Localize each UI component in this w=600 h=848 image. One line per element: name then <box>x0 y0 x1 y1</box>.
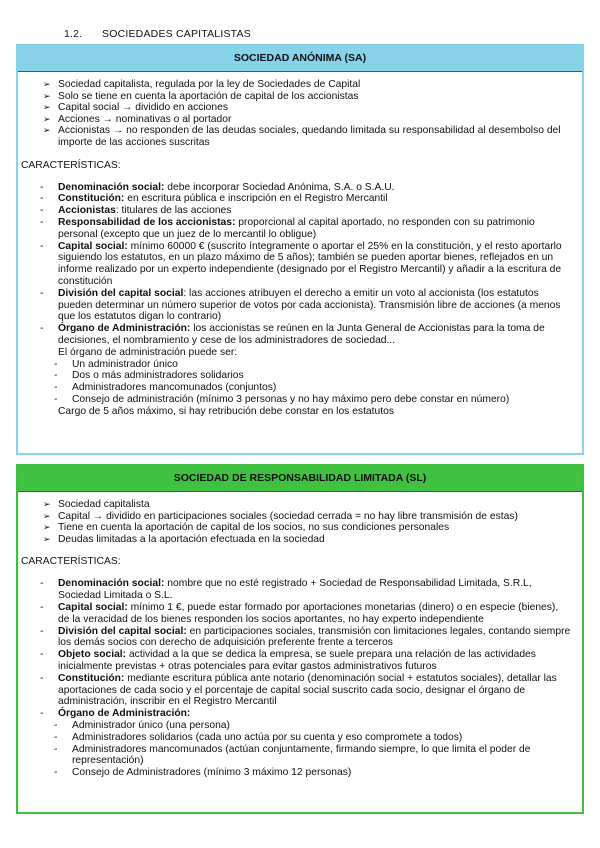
sa-feature: - Denominación social: debe incorporar Sociedad Anónima, S.A. o S.A.U. <box>40 181 395 193</box>
sl-feature: - Objeto social: actividad a la que se dedica la empresa, se suele prepara una relación de las actividades inicialmente previstas + otras potenciales para evitar gastos administrativos futuros <box>40 649 536 672</box>
sa-feature: - Accionistas: titulares de las acciones <box>40 205 232 217</box>
sl-bullet: ➢ Tiene en cuenta la aportación de capital de los socios, no sus condiciones personales <box>43 522 450 534</box>
arrow-bullet-icon: ➢ <box>43 510 51 521</box>
sa-characteristics-label: CARACTERÍSTICAS: <box>21 159 121 171</box>
section-title: SOCIEDADES CAPITALISTAS <box>102 28 251 40</box>
sa-organ-option: - Administradores mancomunados (conjuntos) <box>54 382 277 394</box>
sa-organ-option: - Dos o más administradores solidarios <box>54 370 244 382</box>
sa-organ-option: - Consejo de administración (mínimo 3 personas y no hay máximo pero debe constar en número) <box>54 393 510 405</box>
sl-organ-option: - Administradores solidarios (cada uno actúa por su cuenta y eso compromete a todos) <box>54 731 463 743</box>
sa-bullet: ➢ Acciones → nominativas o al portador <box>43 113 232 125</box>
sl-bullet: ➢ Sociedad capitalista <box>43 499 150 510</box>
sa-bullet: ➢ Accionistas → no responden de las deudas sociales, quedando limitada su responsabilidad al desembolso del importe de las acciones suscritas <box>43 125 561 148</box>
sl-bullet: ➢ Deudas limitadas a la aportación efectuada en la sociedad <box>43 533 325 545</box>
sl-organ-option: - Administrador único (una persona) <box>54 719 230 731</box>
sl-feature: - Órgano de Administración: <box>40 708 191 720</box>
sl-organ-option: - Administradores mancomunados (actúan conjuntamente, firmando siempre, lo que limita el poder de representación) <box>54 743 531 767</box>
arrow-bullet-icon: ➢ <box>43 113 51 124</box>
sa-feature: - Órgano de Administración: los accionistas se reúnen en la Junta General de Accionistas para la toma de decisiones, el nombramiento y cese de los administradores de sociedad... <box>40 323 545 346</box>
sl-feature: - Denominación social: nombre que no esté registrado + Sociedad de Responsabilidad Limitada, S.R.L, Sociedad Limitada o S.L. <box>40 578 532 602</box>
arrow-bullet-icon: ➢ <box>43 90 51 101</box>
arrow-bullet-icon: ➢ <box>43 499 51 509</box>
arrow-bullet-icon: ➢ <box>43 522 51 533</box>
sl-features <box>18 578 582 720</box>
arrow-bullet-icon: ➢ <box>43 79 51 89</box>
sa-title: SOCIEDAD ANÓNIMA (SA) <box>18 46 582 72</box>
sl-bullet: ➢ Capital → dividido en participaciones sociales (sociedad cerrada = no hay libre transmisión de estas) <box>43 510 518 522</box>
sa-feature: - División del capital social: las acciones atribuyen el derecho a emitir un voto al accionista (los estatutos pueden determinar un número superior de votos por cada accionista). Transmisión libre de acciones (a menos que los estatutos digan lo contrario) <box>40 287 561 323</box>
sl-title: SOCIEDAD DE RESPONSABILIDAD LIMITADA (SL) <box>18 466 582 492</box>
sl-organ-option: - Consejo de Administradores (mínimo 3 máximo 12 personas) <box>54 767 352 779</box>
section-heading <box>64 28 251 40</box>
sl-feature: - Constitución: mediante escritura pública ante notario (denominación social + estatutos sociales), detallar las aportaciones de cada socio y el porcentaje de capital social suscrito cada socio, designar el órgano de administración, inscribir en el Registro Mercantil <box>40 672 557 708</box>
sa-organ-options <box>18 359 582 406</box>
sa-organ-intro: El órgano de administración puede ser: <box>58 346 238 358</box>
arrow-bullet-icon: ➢ <box>43 102 51 113</box>
arrow-bullet-icon: ➢ <box>43 533 51 544</box>
sa-bullet: ➢ Capital social → dividido en acciones <box>43 102 228 114</box>
sl-feature: - División del capital social: en participaciones sociales, transmisión con limitaciones legales, contando siempre los demás socios con derecho de adquisición preferente frente a terceros <box>40 625 571 649</box>
sa-feature: - Responsabilidad de los accionistas: proporcional al capital aportado, no responden con su patrimonio personal (excepto que un juez de lo mercantil lo obligue) <box>40 216 535 240</box>
arrow-bullet-icon: ➢ <box>43 125 51 136</box>
sl-feature: - Capital social: mínimo 1 €, puede estar formado por aportaciones monetarias (dinero) o en especie (bienes), de la veracidad de los bienes responden los socios aportantes, no hay experto independiente <box>40 601 559 625</box>
sa-feature: - Constitución: en escritura pública e inscripción en el Registro Mercantil <box>40 193 388 205</box>
sl-organ-options <box>18 720 582 779</box>
sa-features <box>18 182 582 347</box>
sl-box <box>16 464 584 814</box>
section-number: 1.2. <box>64 28 83 40</box>
sl-characteristics-label: CARACTERÍSTICAS: <box>21 556 121 568</box>
sa-feature: - Capital social: mínimo 60000 € (suscrito íntegramente o aportar el 25% en la constitución, y el resto aportarlo siguiendo los estatutos, en un plazo máximo de 5 años); también se pueden aportar bienes, reflejados en un informe realizado por un experto independiente (designado por el Registro Mercantil) y añadir a la escritura de constitución <box>40 240 562 287</box>
sa-bullet-list <box>18 79 582 149</box>
sa-bullet: ➢ Sociedad capitalista, regulada por la ley de Sociedades de Capital <box>43 79 361 90</box>
sa-bullet: ➢ Solo se tiene en cuenta la aportación de capital de los accionistas <box>43 90 359 102</box>
sa-organ-option: - Un administrador único <box>54 358 178 370</box>
sa-box <box>16 44 584 455</box>
sl-bullet-list <box>18 499 582 545</box>
sa-organ-note: Cargo de 5 años máximo, si hay retribución debe constar en los estatutos <box>58 405 394 417</box>
